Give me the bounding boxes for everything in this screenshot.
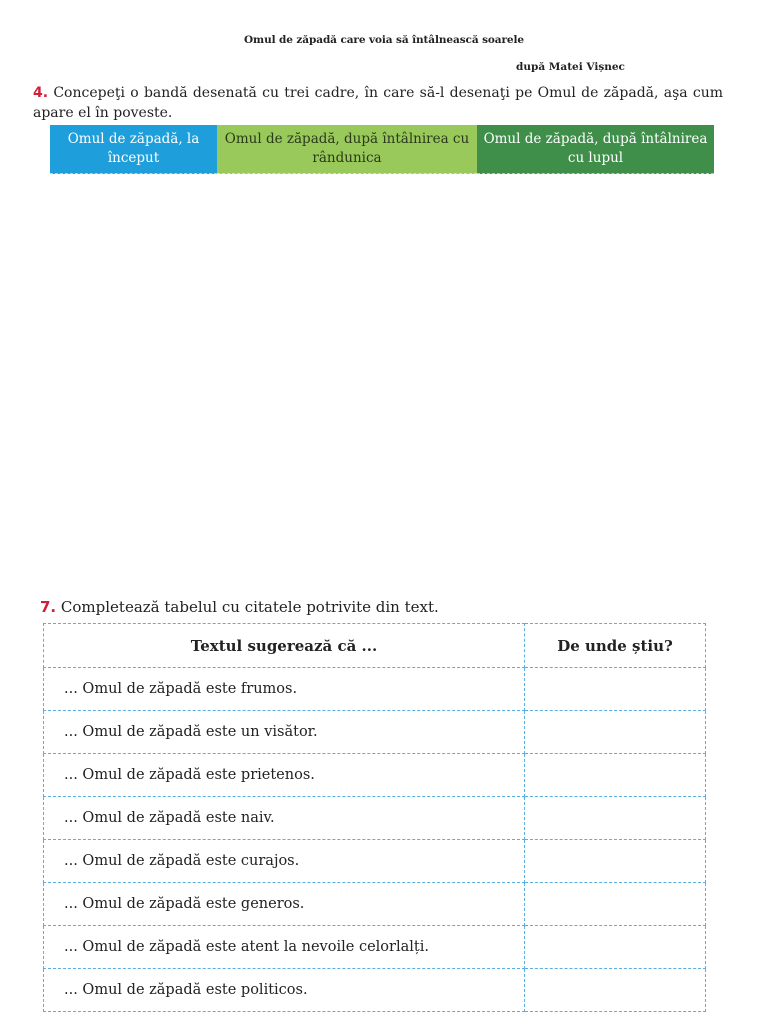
table-row bbox=[44, 754, 706, 797]
table-row bbox=[44, 668, 706, 711]
column-header-evidence: De unde știu? bbox=[525, 624, 706, 668]
column-header-suggests: Textul sugerează că ... bbox=[44, 624, 525, 668]
statement-cell: ... Omul de zăpadă este atent la nevoile celorlalți. bbox=[44, 926, 525, 969]
author-credit: după Matei Vișnec bbox=[516, 61, 625, 73]
evidence-answer-cell[interactable] bbox=[525, 840, 706, 883]
statement-cell: ... Omul de zăpadă este frumos. bbox=[44, 668, 525, 711]
statement-cell: ... Omul de zăpadă este un visător. bbox=[44, 711, 525, 754]
frame-header-swallow: Omul de zăpadă, după întâlnirea cu rândunica bbox=[217, 125, 477, 174]
table-row bbox=[44, 969, 706, 1012]
exercise-7-text: Completează tabelul cu citatele potrivite din text. bbox=[60, 598, 439, 616]
evidence-answer-cell[interactable] bbox=[525, 754, 706, 797]
exercise-7-instruction bbox=[40, 598, 439, 616]
comic-strip-header bbox=[50, 125, 714, 174]
statement-cell: ... Omul de zăpadă este prietenos. bbox=[44, 754, 525, 797]
exercise-4-number: 4. bbox=[33, 85, 49, 101]
statement-cell: ... Omul de zăpadă este politicos. bbox=[44, 969, 525, 1012]
exercise-4-instruction bbox=[33, 83, 723, 123]
evidence-answer-cell[interactable] bbox=[525, 711, 706, 754]
document-title: Omul de zăpadă care voia să întâlnească soarele bbox=[244, 34, 524, 46]
table-header-row bbox=[44, 624, 706, 668]
evidence-answer-cell[interactable] bbox=[525, 797, 706, 840]
evidence-answer-cell[interactable] bbox=[525, 883, 706, 926]
evidence-answer-cell[interactable] bbox=[525, 969, 706, 1012]
evidence-answer-cell[interactable] bbox=[525, 926, 706, 969]
statement-cell: ... Omul de zăpadă este naiv. bbox=[44, 797, 525, 840]
exercise-7-number: 7. bbox=[40, 598, 57, 616]
table-row bbox=[44, 926, 706, 969]
table-row bbox=[44, 797, 706, 840]
statement-cell: ... Omul de zăpadă este generos. bbox=[44, 883, 525, 926]
table-row bbox=[44, 840, 706, 883]
exercise-4-text: Concepeţi o bandă desenată cu trei cadre, în care să-l desenaţi pe Omul de zăpadă, aşa cum apare el în poveste. bbox=[33, 85, 724, 121]
quotes-table bbox=[43, 623, 706, 1012]
statement-cell: ... Omul de zăpadă este curajos. bbox=[44, 840, 525, 883]
table-row bbox=[44, 711, 706, 754]
frame-header-wolf: Omul de zăpadă, după întâlnirea cu lupul bbox=[477, 125, 714, 174]
evidence-answer-cell[interactable] bbox=[525, 668, 706, 711]
table-row bbox=[44, 883, 706, 926]
frame-header-beginning: Omul de zăpadă, la început bbox=[50, 125, 217, 174]
